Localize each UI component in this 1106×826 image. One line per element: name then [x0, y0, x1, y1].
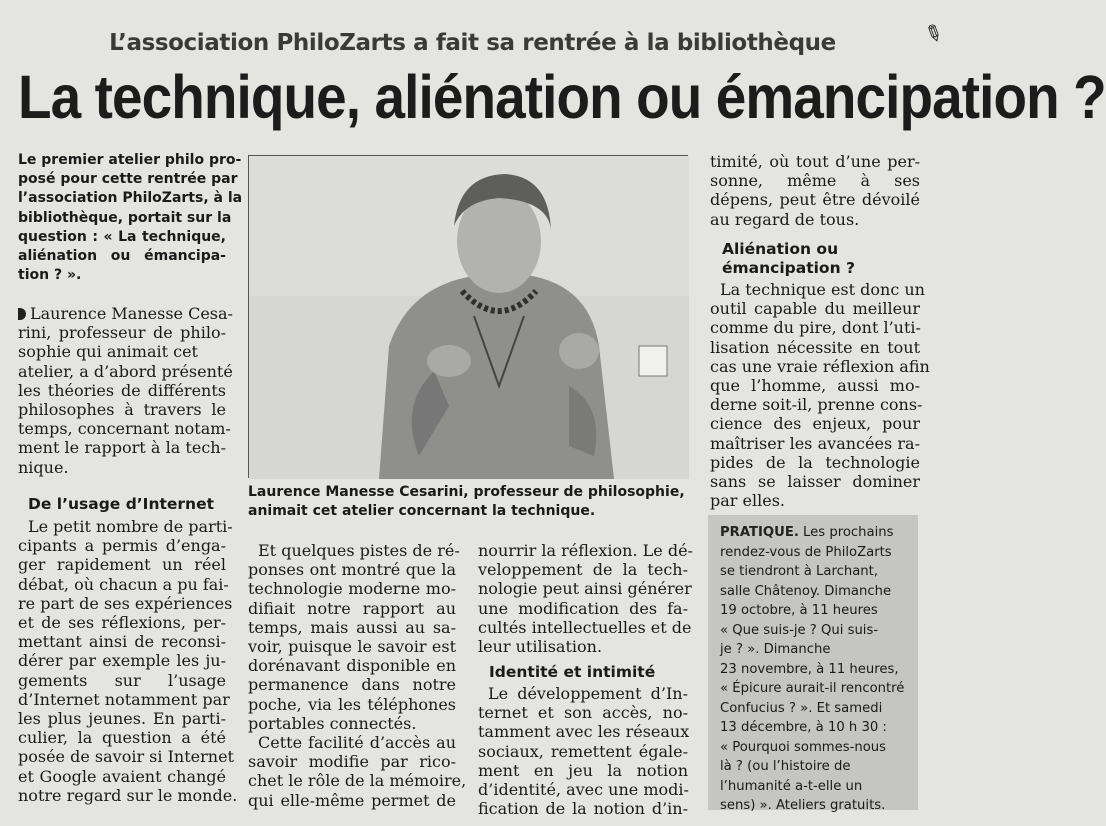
body-line: chet le rôle de la mémoire, — [248, 771, 467, 791]
body-line: les plus jeunes. En parti- — [18, 709, 226, 729]
body-line: portables connectés. — [248, 713, 417, 733]
pratique-line: 19 octobre, à 11 heures — [720, 603, 878, 618]
column-1-body — [18, 517, 238, 805]
pratique-line: 13 décembre, à 10 h 30 : — [720, 720, 887, 735]
body-line: Le développement d’In- — [488, 684, 688, 703]
body-line: sonne, même à ses — [710, 171, 920, 191]
lead-line: bibliothèque, portait sur la — [18, 209, 232, 226]
lead-line: aliénation ou émancipa- — [18, 248, 226, 265]
body-line: dépens, peut être dévoilé — [710, 190, 920, 210]
body-line: gements sur l’usage — [18, 670, 226, 690]
lead-line: posé pour cette rentrée par — [18, 171, 238, 188]
body-line: cultés intellectuelles et de — [478, 617, 692, 637]
body-line: fication de la notion d’in- — [478, 799, 688, 819]
body-line: posée de savoir si Internet — [18, 747, 234, 767]
lead-line: l’association PhiloZarts, à la — [18, 190, 243, 207]
pratique-tag: PRATIQUE. — [720, 525, 799, 540]
caption-line: Laurence Manesse Cesarini, professeur de philosophie, — [248, 484, 685, 500]
body-line: re part de ses expériences — [18, 593, 233, 613]
body-line: dérer par exemple les ju- — [18, 651, 226, 671]
body-line: sociaux, remettent égale- — [478, 741, 688, 761]
body-line: Laurence Manesse Cesa- — [18, 304, 226, 323]
body-line: philosophes à travers le — [18, 400, 226, 420]
pen-mark-icon: ✎ — [919, 19, 947, 50]
body-line: nologie peut ainsi générer — [478, 579, 692, 599]
body-line: d’identité, avec une modi- — [478, 780, 689, 800]
body-line: tamment avec les réseaux — [478, 722, 690, 742]
body-line: rini, professeur de philo- — [18, 323, 226, 343]
body-line: et de ses réflexions, per- — [18, 613, 226, 633]
body-line: ment en jeu la notion — [478, 760, 688, 780]
body-line: mettant ainsi de reconsi- — [18, 632, 226, 652]
body-line: dorénavant disponible en — [248, 656, 456, 676]
lead-line: question : « La technique, — [18, 228, 226, 245]
article-kicker: L’association PhiloZarts a fait sa rentrée à la bibliothèque — [109, 30, 836, 56]
body-line: outil capable du meilleur — [710, 299, 920, 319]
body-line: les théories de différents — [18, 380, 226, 400]
body-line: une modification des fa- — [478, 598, 688, 618]
body-line: Le petit nombre de parti- — [28, 517, 233, 536]
pratique-line: 23 novembre, à 11 heures, — [720, 661, 899, 677]
body-line: La technique est donc un — [720, 280, 925, 299]
body-line: ternet et son accès, no- — [478, 703, 688, 723]
pratique-info-box — [708, 515, 918, 813]
body-line: temps, concernant notam- — [18, 419, 231, 439]
body-line: et Google avaient changé — [18, 766, 226, 786]
body-line: sans se laisser dominer — [710, 472, 920, 492]
photo-portrait-image — [249, 156, 689, 479]
body-line: ment le rapport à la tech- — [18, 438, 226, 458]
body-line: qui elle-même permet de — [248, 790, 456, 810]
body-line: veloppement de la tech- — [478, 560, 688, 580]
subhead-line: Aliénation ou — [722, 240, 839, 258]
column-3-body — [478, 541, 693, 657]
column-2-body — [248, 541, 467, 810]
column-3-body-2 — [478, 684, 688, 818]
body-line: ponses ont montré que la — [248, 560, 456, 580]
body-line: que l’homme, aussi mo- — [710, 376, 920, 396]
body-line: derne soit-il, prenne cons- — [710, 395, 923, 415]
pratique-line: « Épicure aurait-il rencontré — [720, 681, 905, 696]
body-line: ger rapidement un réel — [18, 555, 226, 575]
pratique-line: se tiendront à Larchant, — [720, 564, 879, 579]
body-line: pides de la technologie — [710, 452, 920, 472]
column-4-top — [710, 152, 920, 229]
pratique-line: l’humanité a-t-elle un — [720, 778, 863, 794]
body-line: comme du pire, dont l’uti- — [710, 318, 921, 338]
subhead-alienation — [722, 240, 855, 278]
pratique-line: « Pourquoi sommes-nous — [720, 739, 887, 755]
pratique-line: là ? (ou l’histoire de — [720, 759, 851, 774]
body-line: timité, où tout d’une per- — [710, 152, 920, 171]
pratique-line: je ? ». Dimanche — [720, 642, 831, 657]
body-line: cipants a permis d’enga- — [18, 536, 226, 556]
pratique-line: Confucius ? ». Et samedi — [720, 700, 883, 716]
body-line: technologie moderne mo- — [248, 579, 456, 599]
lead-line: Le premier atelier philo pro- — [18, 152, 242, 168]
column-4-body — [710, 280, 930, 511]
pratique-line: « Que suis-je ? Qui suis- — [720, 622, 879, 638]
body-line: savoir modifie par rico- — [248, 752, 456, 772]
body-line: par elles. — [710, 491, 785, 511]
pratique-line: rendez-vous de PhiloZarts — [720, 544, 892, 560]
body-line: voir, puisque le savoir est — [248, 637, 456, 657]
body-line: nique. — [18, 457, 69, 477]
pratique-line: PRATIQUE. Les prochains — [720, 525, 894, 540]
caption-line: animait cet atelier concernant la technique. — [248, 503, 596, 519]
body-line: débat, où chacun a pu fai- — [18, 574, 229, 594]
subhead-internet: De l’usage d’Internet — [28, 495, 215, 513]
body-line: difiait notre rapport au — [248, 598, 456, 618]
paragraph-bullet-icon — [18, 308, 26, 320]
body-line: Cette facilité d’accès au — [258, 733, 456, 753]
body-line: temps, mais aussi au sa- — [248, 617, 456, 637]
body-line: notre regard sur le monde. — [18, 785, 238, 805]
pratique-line: salle Châtenoy. Dimanche — [720, 583, 892, 599]
subhead-identite: Identité et intimité — [489, 663, 656, 681]
body-line: leur utilisation. — [478, 637, 603, 657]
article-photo — [248, 155, 688, 478]
article-lead — [18, 151, 243, 285]
body-line: atelier, a d’abord présenté — [18, 361, 233, 381]
body-line: nourrir la réflexion. Le dé- — [478, 541, 693, 560]
body-line: culier, la question a été — [18, 728, 226, 748]
body-line: sophie qui animait cet — [18, 342, 198, 362]
body-line: d’Internet notamment par — [18, 689, 230, 709]
body-line: maîtriser les avancées ra- — [710, 433, 920, 453]
body-line: cience des enjeux, pour — [710, 414, 920, 434]
subhead-line: émancipation ? — [722, 259, 856, 277]
body-line: Et quelques pistes de ré- — [258, 541, 460, 560]
body-line: poche, via les téléphones — [248, 694, 456, 714]
photo-caption — [248, 483, 688, 521]
body-line: lisation nécessite en tout — [710, 337, 920, 357]
body-line: permanence dans notre — [248, 675, 456, 695]
article-headline: La technique, aliénation ou émancipation ? — [18, 63, 1106, 131]
body-line: cas une vraie réflexion afin — [710, 356, 930, 376]
column-1-intro — [18, 304, 233, 477]
body-line: au regard de tous. — [710, 209, 860, 229]
lead-line: tion ? ». — [18, 267, 82, 284]
pratique-line: sens) ». Ateliers gratuits. — [720, 798, 886, 813]
